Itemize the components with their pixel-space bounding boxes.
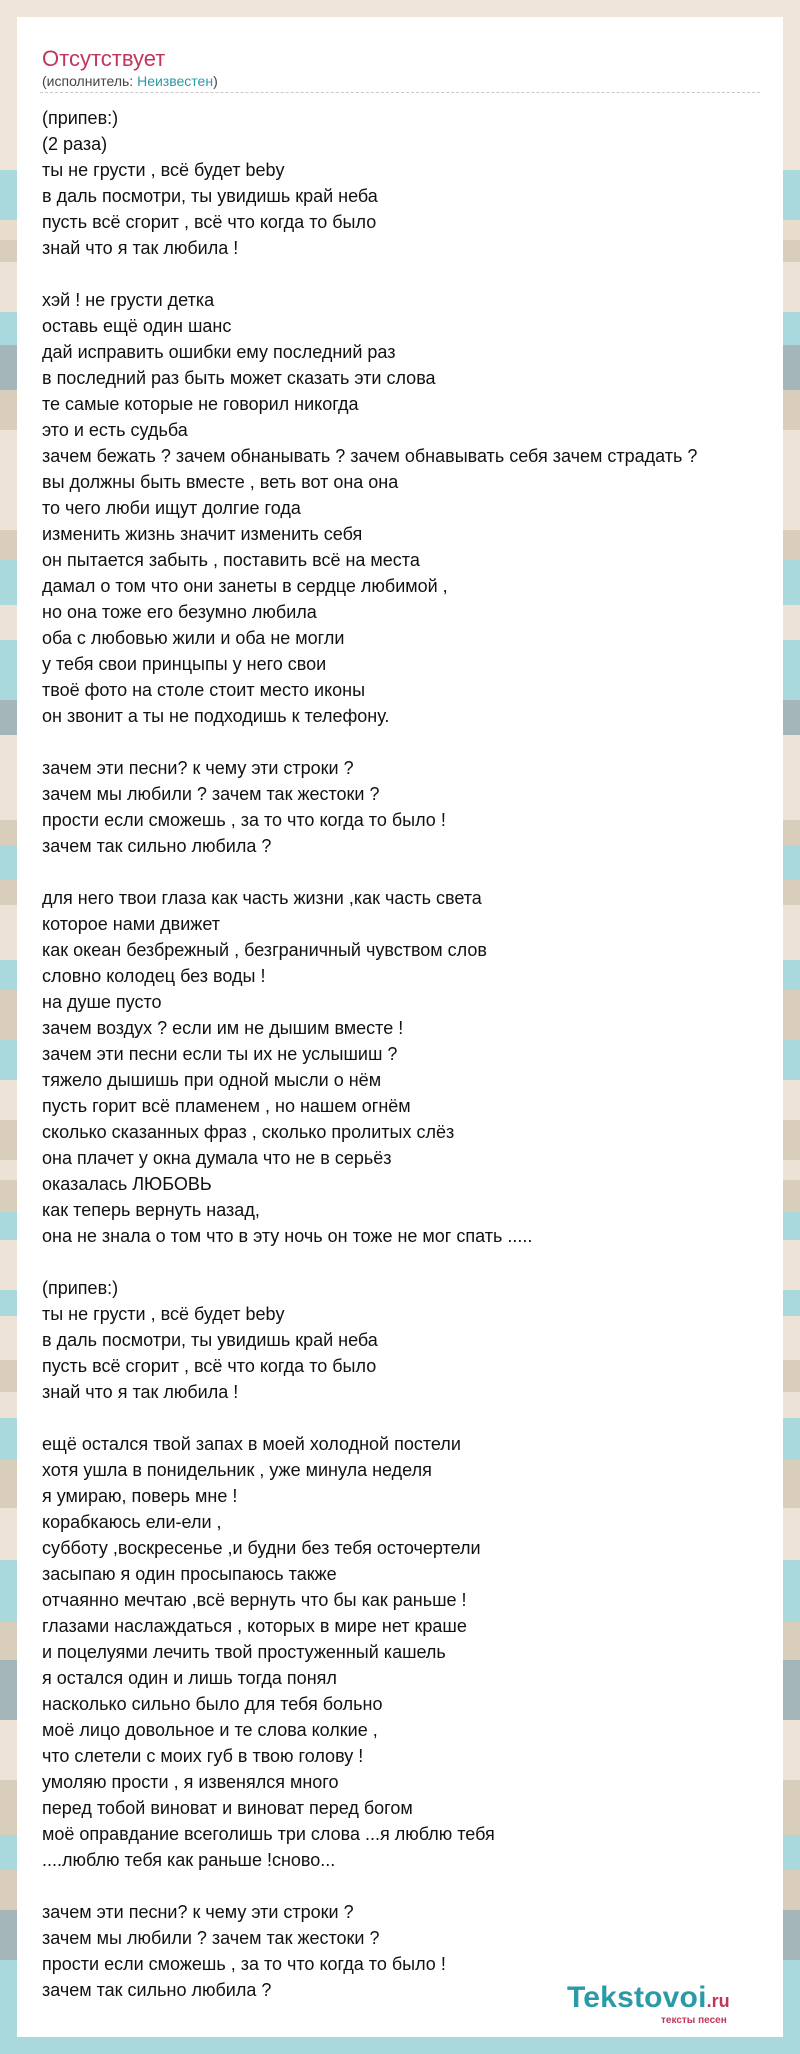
lyric-line: которое нами движет <box>42 914 220 934</box>
lyric-line: знай что я так любила ! <box>42 1382 239 1402</box>
lyric-line: он звонит а ты не подходишь к телефону. <box>42 706 390 726</box>
lyric-line: глазами наслаждаться , которых в мире нет краше <box>42 1616 467 1636</box>
lyric-line: оказалась ЛЮБОВЬ <box>42 1174 212 1194</box>
lyric-line: сколько сказанных фраз , сколько пролитых слёз <box>42 1122 455 1142</box>
lyric-line: как теперь вернуть назад, <box>42 1200 260 1220</box>
lyric-line: в последний раз быть может сказать эти слова <box>42 368 436 388</box>
lyric-line: ещё остался твой запах в моей холодной постели <box>42 1434 461 1454</box>
lyric-line: вы должны быть вместе , веть вот она она <box>42 472 399 492</box>
artist-line <box>42 73 218 89</box>
lyric-blank-line <box>42 1405 782 1431</box>
lyric-line: (припев:) <box>42 108 119 128</box>
lyric-line: зачем эти песни если ты их не услышиш ? <box>42 1044 398 1064</box>
logo-tld: .ru <box>706 1991 730 2011</box>
lyric-line: твоё фото на столе стоит место иконы <box>42 680 366 700</box>
lyric-line: субботу ,воскресенье ,и будни без тебя осточертели <box>42 1538 481 1558</box>
lyric-line: он пытается забыть , поставить всё на места <box>42 550 420 570</box>
lyric-line: она плачет у окна думала что не в серьёз <box>42 1148 392 1168</box>
lyric-line: зачем мы любили ? зачем так жестоки ? <box>42 784 380 804</box>
lyric-line: дамал о том что они занеты в сердце любимой , <box>42 576 448 596</box>
artist-link[interactable]: Неизвестен <box>137 73 214 89</box>
lyric-line: что слетели с моих губ в твою голову ! <box>42 1746 364 1766</box>
lyric-blank-line <box>42 261 782 287</box>
lyric-line: прости если сможешь , за то что когда то было ! <box>42 1954 446 1974</box>
lyric-line: пусть всё сгорит , всё что когда то было <box>42 1356 377 1376</box>
header-divider <box>40 92 760 93</box>
lyric-line: моё лицо довольное и те слова колкие , <box>42 1720 378 1740</box>
lyric-line: прости если сможешь , за то что когда то было ! <box>42 810 446 830</box>
song-title: Отсутствует <box>42 46 166 71</box>
lyric-line: зачем эти песни? к чему эти строки ? <box>42 758 354 778</box>
lyric-line: словно колодец без воды ! <box>42 966 266 986</box>
lyric-line: (2 раза) <box>42 134 108 154</box>
lyric-line: умоляю прости , я извенялся много <box>42 1772 339 1792</box>
lyric-line: зачем эти песни? к чему эти строки ? <box>42 1902 354 1922</box>
lyric-line: в даль посмотри, ты увидишь край неба <box>42 186 378 206</box>
lyric-line: это и есть судьба <box>42 420 188 440</box>
lyric-line: моё оправдание всеголишь три слова ...я люблю тебя <box>42 1824 495 1844</box>
lyric-line: изменить жизнь значит изменить себя <box>42 524 363 544</box>
lyric-blank-line <box>42 859 782 885</box>
lyric-line: ....люблю тебя как раньше !сново... <box>42 1850 336 1870</box>
lyric-blank-line <box>42 729 782 755</box>
lyric-line: отчаянно мечтаю ,всё вернуть что бы как раньше ! <box>42 1590 467 1610</box>
lyric-line: но она тоже его безумно любила <box>42 602 317 622</box>
lyric-line: тяжело дышишь при одной мысли о нём <box>42 1070 382 1090</box>
lyric-line: я умираю, поверь мне ! <box>42 1486 238 1506</box>
lyric-line: хотя ушла в понидельник , уже минула неделя <box>42 1460 432 1480</box>
lyric-line: зачем так сильно любила ? <box>42 836 272 856</box>
lyric-line: я остался один и лишь тогда понял <box>42 1668 337 1688</box>
logo-tagline: тексты песен <box>661 2015 727 2026</box>
artist-prefix: (исполнитель: <box>42 73 138 89</box>
lyric-line: ты не грусти , всё будет beby <box>42 1304 285 1324</box>
lyric-line: она не знала о том что в эту ночь он тоже не мог спать ..... <box>42 1226 533 1246</box>
lyric-line: знай что я так любила ! <box>42 238 239 258</box>
lyric-line: на душе пусто <box>42 992 162 1012</box>
lyric-line: ты не грусти , всё будет beby <box>42 160 285 180</box>
lyric-line: то чего люби ищут долгие года <box>42 498 301 518</box>
lyric-line: хэй ! не грусти детка <box>42 290 215 310</box>
lyric-line: те самые которые не говорил никогда <box>42 394 359 414</box>
lyric-blank-line <box>42 1873 782 1899</box>
lyric-line: для него твои глаза как часть жизни ,как часть света <box>42 888 482 908</box>
lyric-line: насколько сильно было для тебя больно <box>42 1694 383 1714</box>
lyric-line: зачем воздух ? если им не дышим вместе ! <box>42 1018 404 1038</box>
lyric-line: зачем бежать ? зачем обнанывать ? зачем обнавывать себя зачем страдать ? <box>42 446 698 466</box>
lyric-line: дай исправить ошибки ему последний раз <box>42 342 396 362</box>
lyric-line: зачем мы любили ? зачем так жестоки ? <box>42 1928 380 1948</box>
lyric-line: у тебя свои принцыпы у него свои <box>42 654 327 674</box>
lyric-line: пусть всё сгорит , всё что когда то было <box>42 212 377 232</box>
lyric-line: как океан безбрежный , безграничный чувством слов <box>42 940 487 960</box>
lyric-line: оба с любовью жили и оба не могли <box>42 628 345 648</box>
lyric-line: и поцелуями лечить твой простуженный кашель <box>42 1642 446 1662</box>
lyric-line: корабкаюсь ели-ели , <box>42 1512 222 1532</box>
lyric-line: перед тобой виноват и виноват перед богом <box>42 1798 413 1818</box>
lyric-blank-line <box>42 1249 782 1275</box>
logo-name: Tekstovoi <box>567 1981 707 2014</box>
lyric-line: в даль посмотри, ты увидишь край неба <box>42 1330 378 1350</box>
lyric-line: засыпаю я один просыпаюсь также <box>42 1564 337 1584</box>
lyric-line: (припев:) <box>42 1278 119 1298</box>
lyric-line: оставь ещё один шанс <box>42 316 232 336</box>
artist-suffix: ) <box>213 73 218 89</box>
lyric-line: зачем так сильно любила ? <box>42 1980 272 2000</box>
lyrics-body <box>42 105 782 2003</box>
lyric-line: пусть горит всё пламенем , но нашем огнём <box>42 1096 411 1116</box>
site-logo[interactable] <box>567 1981 777 2031</box>
